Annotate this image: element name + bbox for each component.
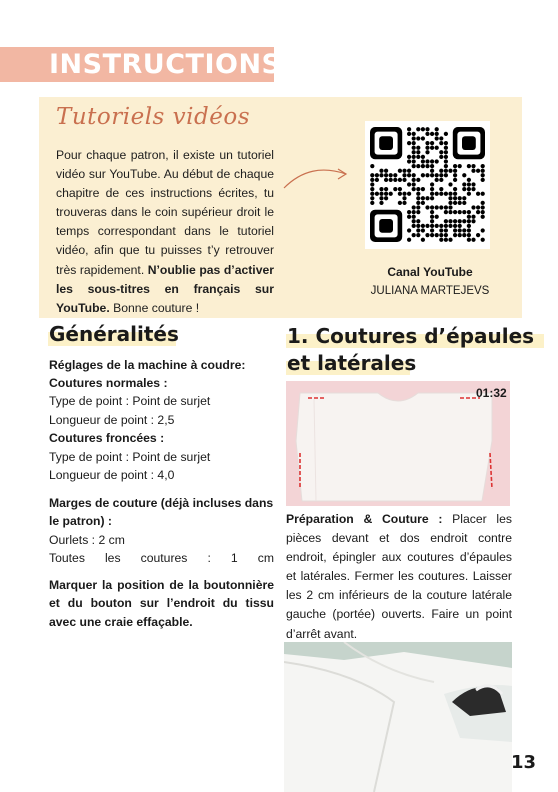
tutorial-script-title: Tutoriels vidéos: [56, 104, 251, 130]
tutorial-text: Pour chaque patron, il existe un tutoriel vidéo sur YouTube. Au début de chaque chapitre de ces instructions écrites, tu trouveras dans le coin supérieur droit le temps correspondant dans le tutoriel vidéo, afin que tu puisses t’y retrouver très rapidement. N’oublie pas d’activer les sous-titres en français sur YouTube. Bonne couture !: [56, 148, 274, 315]
margins-heading: Marges de couture (déjà incluses dans le patron) :: [49, 496, 274, 529]
qr-code-icon: [365, 121, 490, 249]
mark-note: Marquer la position de la boutonnière et du bouton sur l’endroit du tissu avec une craie effaçable.: [49, 578, 274, 629]
all-seams: Toutes les coutures : 1 cm: [49, 551, 274, 565]
section-title: 1. Coutures d’épaules et latérales: [287, 324, 535, 375]
normal-length: Longueur de point : 2,5: [49, 413, 175, 427]
youtube-channel-label: Canal YouTube: [387, 265, 473, 279]
normal-heading: Coutures normales :: [49, 376, 168, 390]
subtitles-note: N’oublie pas d’activer les sous-titres en français sur YouTube.: [56, 262, 274, 315]
iron-icon: [284, 642, 512, 792]
preparation-text: Préparation & Couture : Placer les pièces devant et dos endroit contre endroit, épingler aux coutures d’épaules et latérales. Fermer les coutures. Laisser les 2 cm inférieurs de la couture latérale gauche (portée) ouverts. Faire un point d’arrêt avant.: [286, 512, 512, 641]
frounced-type: Type de point : Point de surjet: [49, 450, 211, 464]
video-timecode: 01:32: [476, 386, 507, 400]
generalites-title: Généralités: [49, 322, 179, 346]
frounced-length: Longueur de point : 4,0: [49, 468, 175, 482]
page-title: INSTRUCTIONS: [49, 49, 282, 80]
youtube-channel-name: JULIANA MARTEJEVS: [370, 285, 490, 297]
preparation-label: Préparation & Couture :: [286, 512, 443, 526]
normal-type: Type de point : Point de surjet: [49, 394, 211, 408]
ironing-photo: [284, 642, 512, 792]
frounced-heading: Coutures froncées :: [49, 431, 165, 445]
qr-code[interactable]: [365, 121, 490, 249]
machine-heading: Réglages de la machine à coudre:: [49, 358, 246, 372]
arrow-icon: [282, 160, 352, 194]
hems: Ourlets : 2 cm: [49, 533, 125, 547]
page-number: 13: [511, 752, 537, 773]
